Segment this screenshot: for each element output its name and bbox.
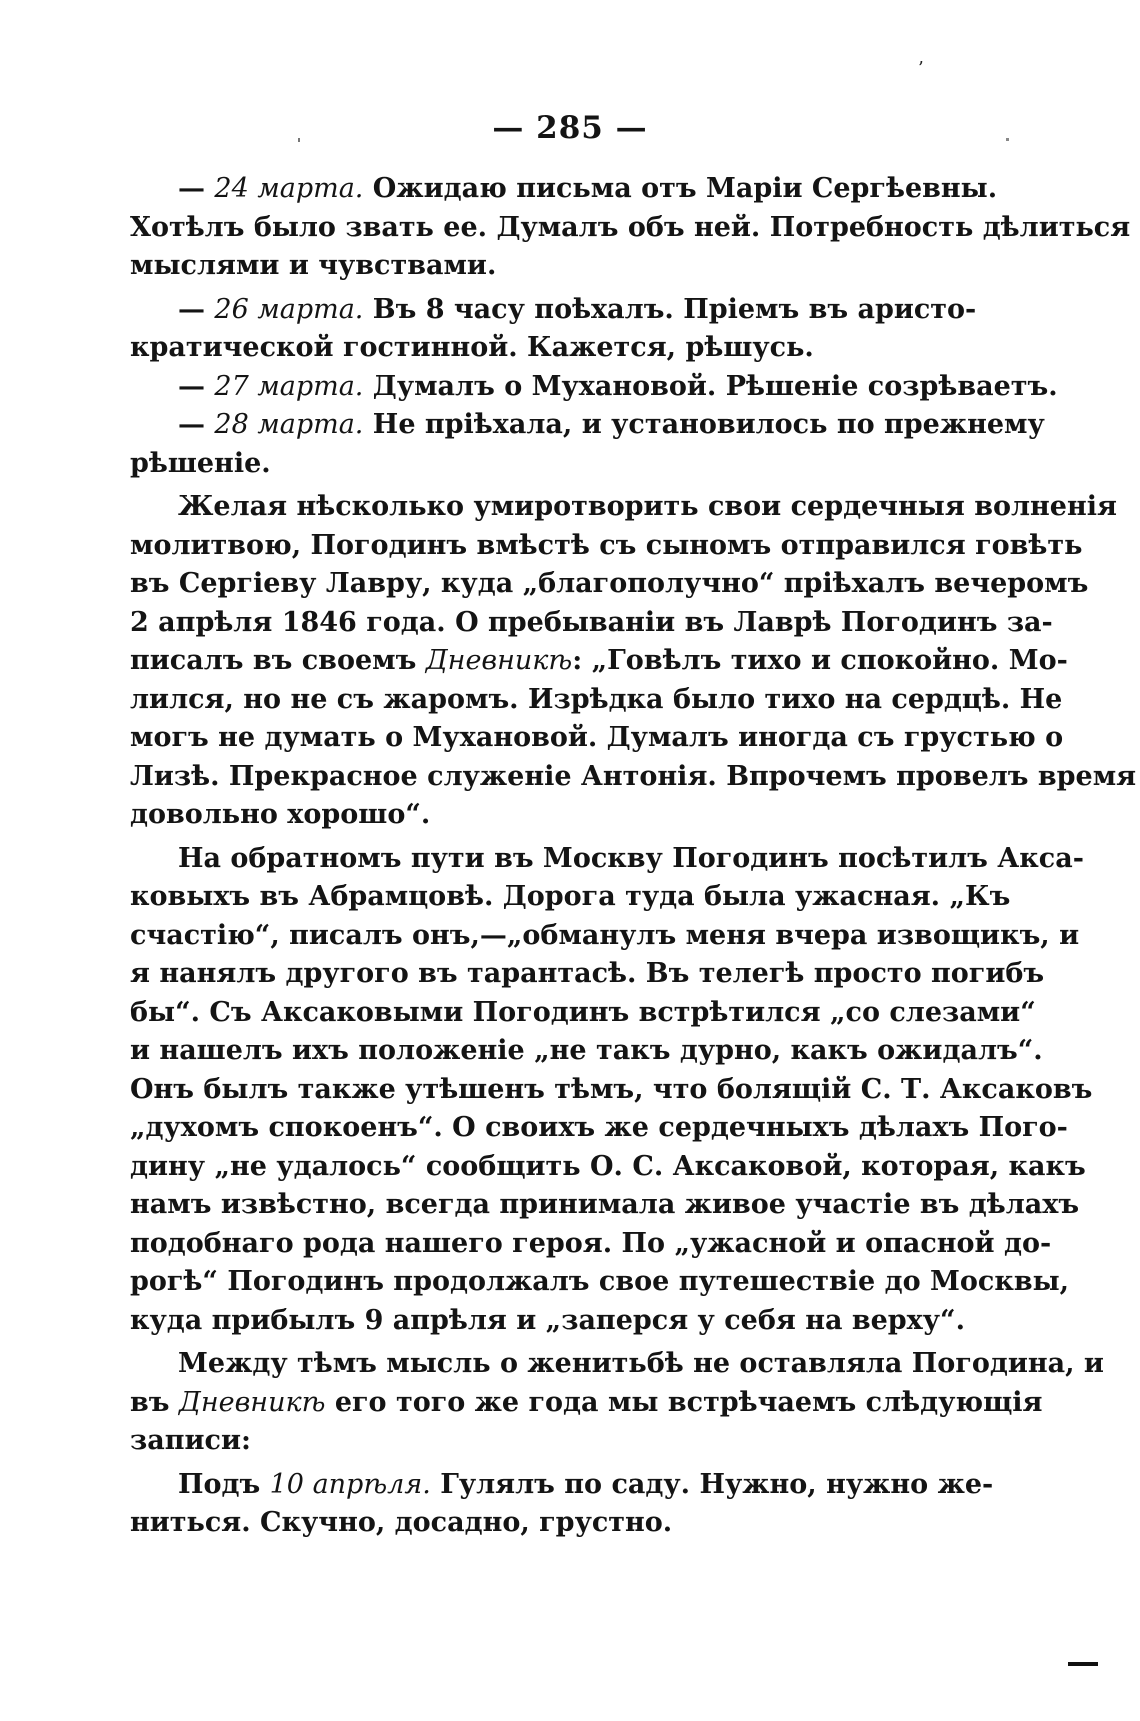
entry-date: 26 марта. <box>214 293 364 325</box>
text-line: ниться. Скучно, досадно, грустно. <box>130 1507 673 1538</box>
entry-24-march <box>130 170 998 209</box>
text-line: мыслями и чувствами. <box>130 250 497 281</box>
text-line: 2 апрѣля 1846 года. О пребываніи въ Лаврѣ Погодинъ за- <box>130 606 1053 638</box>
text-line: куда прибылъ 9 апрѣля и „заперся у себя на верху“. <box>130 1304 965 1336</box>
text-line: въ Сергіеву Лавру, куда „благополучно“ пріѣхалъ вечеромъ <box>130 568 1089 599</box>
entry-text: Въ 8 часу поѣхалъ. Пріемъ въ аристо- <box>363 293 977 325</box>
entry-date: 10 апрѣля. <box>269 1468 431 1500</box>
text-line: дину „не удалось“ сообщить О. С. Аксаковой, которая, какъ <box>130 1150 1086 1182</box>
text-fragment: писалъ въ своемъ <box>130 645 426 676</box>
text-line: счастію“, писалъ онъ,—„обманулъ меня вчера извощикъ, и <box>130 919 1080 951</box>
text-line: кратической гостинной. Кажется, рѣшусь. <box>130 332 814 363</box>
text-line: намъ извѣстно, всегда принимала живое участіе въ дѣлахъ <box>130 1189 1080 1220</box>
text-line: я нанялъ другого въ тарантасѣ. Въ телегѣ просто погибъ <box>130 958 1045 989</box>
diary-title: Дневникѣ <box>178 1386 326 1418</box>
text-line: Лизѣ. Прекрасное служеніе Антонія. Впрочемъ провелъ время <box>130 760 1137 792</box>
text-line: ковыхъ въ Абрамцовѣ. Дорога туда была ужасная. „Къ <box>130 881 1011 912</box>
text-fragment: его того же года мы встрѣчаемъ слѣдующія <box>325 1386 1043 1418</box>
text-line: записи: <box>130 1425 251 1456</box>
paragraph-start: Желая нѣсколько умиротворить свои сердечныя волненія <box>178 491 1117 522</box>
text-fragment: : „Говѣлъ тихо и спокойно. Мо- <box>572 645 1068 676</box>
entry-text: Не пріѣхала, и установилось по прежнему <box>363 409 1045 440</box>
text-line: молитвою, Погодинъ вмѣстѣ съ сыномъ отправился говѣть <box>130 529 1083 561</box>
entry-26-march <box>130 291 977 330</box>
text-line: могъ не думать о Мухановой. Думалъ иногда съ грустью о <box>130 722 1064 753</box>
text-line <box>130 1384 1043 1423</box>
margin-mark-icon: ’ <box>918 58 924 79</box>
text-fragment: въ <box>130 1386 179 1418</box>
text-line: и нашелъ ихъ положеніе „не такъ дурно, какъ ожидалъ“. <box>130 1035 1043 1066</box>
entry-text: Гулялъ по саду. Нужно, нужно же- <box>430 1468 994 1500</box>
entry-10-april <box>130 1466 994 1505</box>
text-line: подобнаго рода нашего героя. По „ужасной и опасной до- <box>130 1227 1052 1259</box>
text-line: довольно хорошо“. <box>130 799 431 830</box>
text-line: рѣшеніе. <box>130 447 271 479</box>
paragraph-start: На обратномъ пути въ Москву Погодинъ посѣтилъ Акса- <box>178 842 1084 874</box>
dash: — <box>178 293 215 325</box>
entry-date: 28 марта. <box>214 409 364 440</box>
dash: — <box>178 173 215 204</box>
diary-title: Дневникѣ <box>425 645 573 676</box>
entry-text: Ожидаю письма отъ Маріи Сергѣевны. <box>363 173 998 204</box>
page-number: — 285 — <box>492 110 648 146</box>
paragraph-start: Между тѣмъ мысль о женитьбѣ не оставляла Погодина, и <box>178 1348 1104 1379</box>
entry-date: 27 марта. <box>214 370 364 402</box>
text-line <box>130 642 1068 681</box>
entry-date: 24 марта. <box>214 173 364 204</box>
body-text <box>130 170 1137 1543</box>
text-line: Онъ былъ также утѣшенъ тѣмъ, что болящій С. Т. Аксаковъ <box>130 1073 1093 1105</box>
entry-27-march <box>130 368 1058 407</box>
text-line: Хотѣлъ было звать ее. Думалъ объ ней. Потребность дѣлиться <box>130 211 1131 243</box>
text-line: рогѣ“ Погодинъ продолжалъ свое путешествіе до Москвы, <box>130 1266 1070 1297</box>
entry-prefix: Подъ <box>178 1468 270 1500</box>
entry-text: Думалъ о Мухановой. Рѣшеніе созрѣваетъ. <box>363 370 1058 402</box>
dash: — <box>178 409 215 440</box>
text-line: бы“. Съ Аксаковыми Погодинъ встрѣтился „со слезами“ <box>130 996 1036 1028</box>
text-line: лился, но не съ жаромъ. Изрѣдка было тихо на сердцѣ. Не <box>130 683 1063 715</box>
margin-dash-mark <box>1068 1662 1098 1666</box>
text-line: „духомъ спокоенъ“. О своихъ же сердечныхъ дѣлахъ Пого- <box>130 1112 1068 1143</box>
entry-28-march <box>130 406 1045 445</box>
dash: — <box>178 370 215 402</box>
